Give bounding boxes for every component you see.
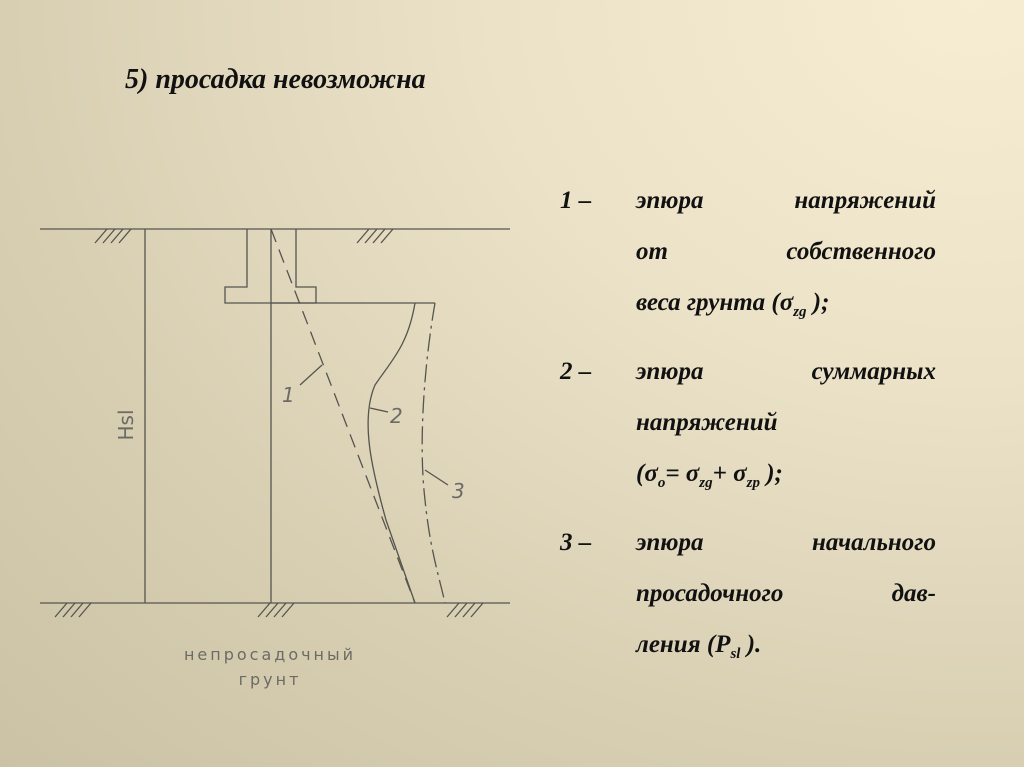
leader-2 <box>370 408 388 412</box>
legend-line: эпюра суммарных <box>636 358 936 385</box>
legend-tail: ). <box>740 631 762 658</box>
hatch-top-right <box>357 229 393 243</box>
leader-3 <box>425 470 448 485</box>
legend-line: эпюра начального <box>636 529 936 556</box>
legend-number: 1 <box>560 187 573 214</box>
legend-number: 2 <box>560 358 573 385</box>
slide-title: 5) просадка невозможна <box>125 64 426 95</box>
legend-formula: ($\sigma_o= \sigma_{zg}+ \sigma_{zp}$ ); <box>636 460 783 491</box>
curve-label-3: 3 <box>452 479 465 503</box>
legend-subscript: sl <box>730 646 741 662</box>
legend-line: веса грунта (σ <box>636 289 794 316</box>
legend-line: ления (P <box>636 631 731 658</box>
ground-label-line2: грунт <box>238 670 302 689</box>
legend <box>560 175 936 688</box>
legend-item-1 <box>560 175 936 338</box>
legend-dash: – <box>578 187 592 214</box>
ground-label-line1: непросадочный <box>183 645 357 664</box>
legend-dash: – <box>578 358 592 385</box>
curve-2-total-stress <box>368 303 415 603</box>
legend-line: эпюра напряжений <box>636 187 936 214</box>
legend-item-3 <box>560 517 936 680</box>
legend-tail: ); <box>806 289 830 316</box>
legend-dash: – <box>578 529 592 556</box>
hatch-top-left <box>95 229 131 243</box>
legend-subscript: zg <box>793 304 807 320</box>
hatch-bottom <box>55 603 483 617</box>
legend-line: напряжений <box>636 409 778 436</box>
legend-item-2 <box>560 346 936 509</box>
curve-label-2: 2 <box>390 404 403 428</box>
curve-label-1: 1 <box>282 383 295 407</box>
height-label: Hsl <box>114 409 138 441</box>
leader-1 <box>300 365 322 385</box>
legend-line: от собственного <box>636 238 936 265</box>
curve-3-collapse-pressure <box>422 303 445 603</box>
legend-line: просадочного дав- <box>636 580 936 607</box>
legend-number: 3 <box>560 529 573 556</box>
